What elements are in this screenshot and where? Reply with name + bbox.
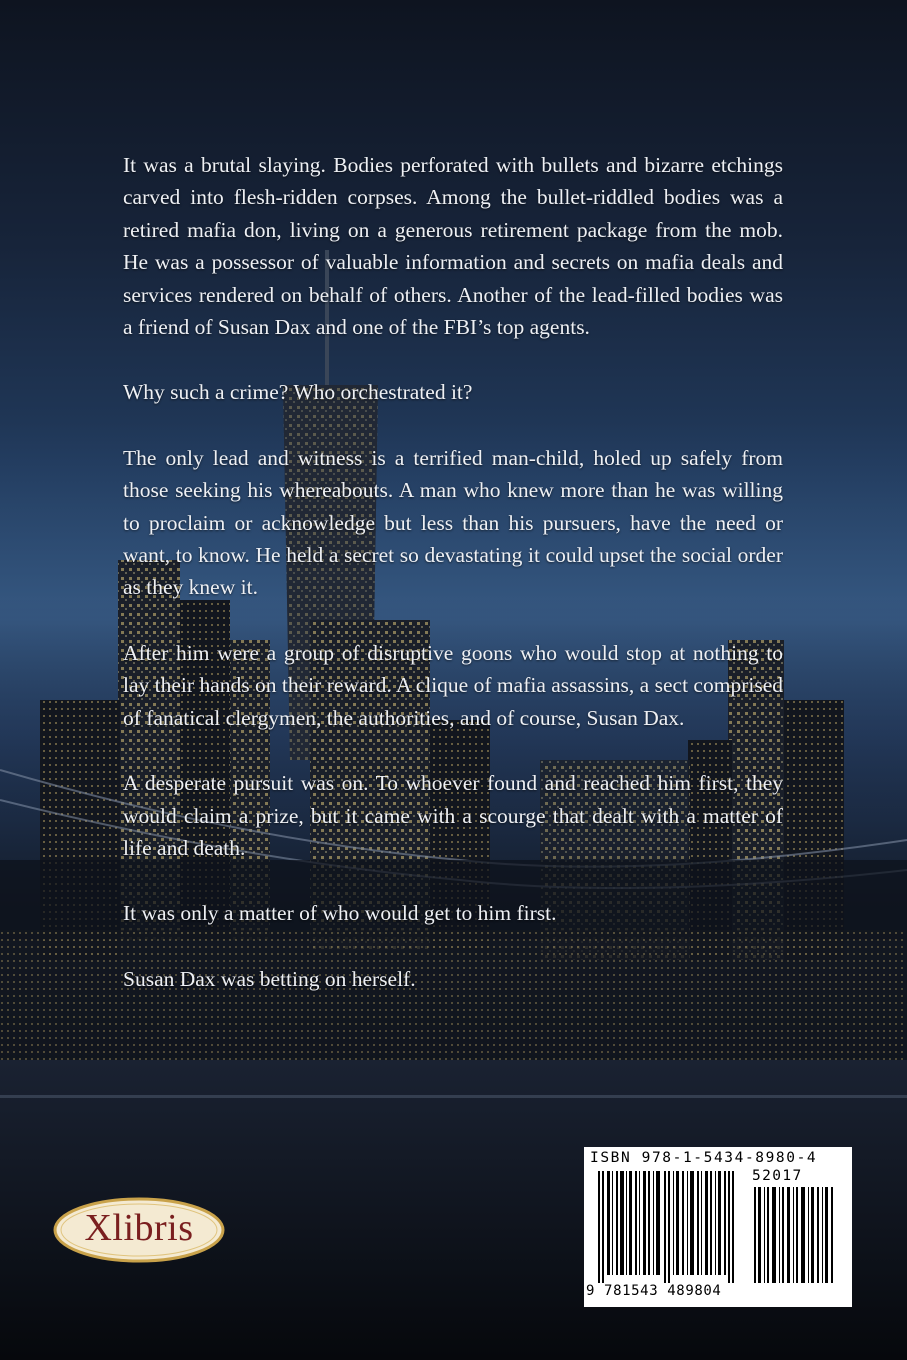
blurb-paragraph: It was a brutal slaying. Bodies perforated with bullets and bizarre etchings carved into flesh-ridden corpses. Among the bullet-riddled bodies was a retired mafia don, living on a generous retirement package from the mob. He was a possessor of valuable information and secrets on mafia deals and services rendered on behalf of others. Another of the lead-filled bodies was a friend of Susan Dax and one of the FBI’s top agents.	[123, 153, 783, 340]
blurb-paragraph: Why such a crime? Who orchestrated it?	[123, 380, 473, 405]
blurb-paragraph: After him were a group of disruptive goons who would stop at nothing to lay their hands on their reward. A clique of mafia assassins, a sect comprised of fanatical clergymen, the authorities, and of course, Susan Dax.	[123, 640, 783, 730]
publisher-logo-text: Xlibris	[84, 1207, 194, 1249]
blurb-paragraph: Susan Dax was betting on herself.	[123, 966, 416, 991]
blurb-paragraph: A desperate pursuit was on. To whoever found and reached him first, they would claim a prize, but it came with a scourge that dealt with a matter of life and death.	[123, 771, 783, 860]
back-cover-blurb	[123, 149, 783, 1028]
price-addon-bars	[754, 1187, 834, 1283]
publisher-logo	[53, 1196, 225, 1264]
isbn-barcode	[584, 1147, 852, 1307]
isbn-label: ISBN 978-1-5434-8980-4	[590, 1150, 818, 1166]
blurb-paragraph: It was only a matter of who would get to him first.	[123, 901, 557, 926]
ean-digits: 9 781543 489804	[586, 1283, 722, 1299]
blurb-paragraph: The only lead and witness is a terrified man-child, holed up safely from those seeking his whereabouts. A man who knew more than he was willing to proclaim or acknowledge but less than his pursuers, have the need or want, to know. He held a secret so devastating it could upset the social order as they knew it.	[123, 445, 783, 600]
price-code: 52017	[752, 1168, 803, 1184]
ean-barcode-bars	[598, 1171, 738, 1283]
